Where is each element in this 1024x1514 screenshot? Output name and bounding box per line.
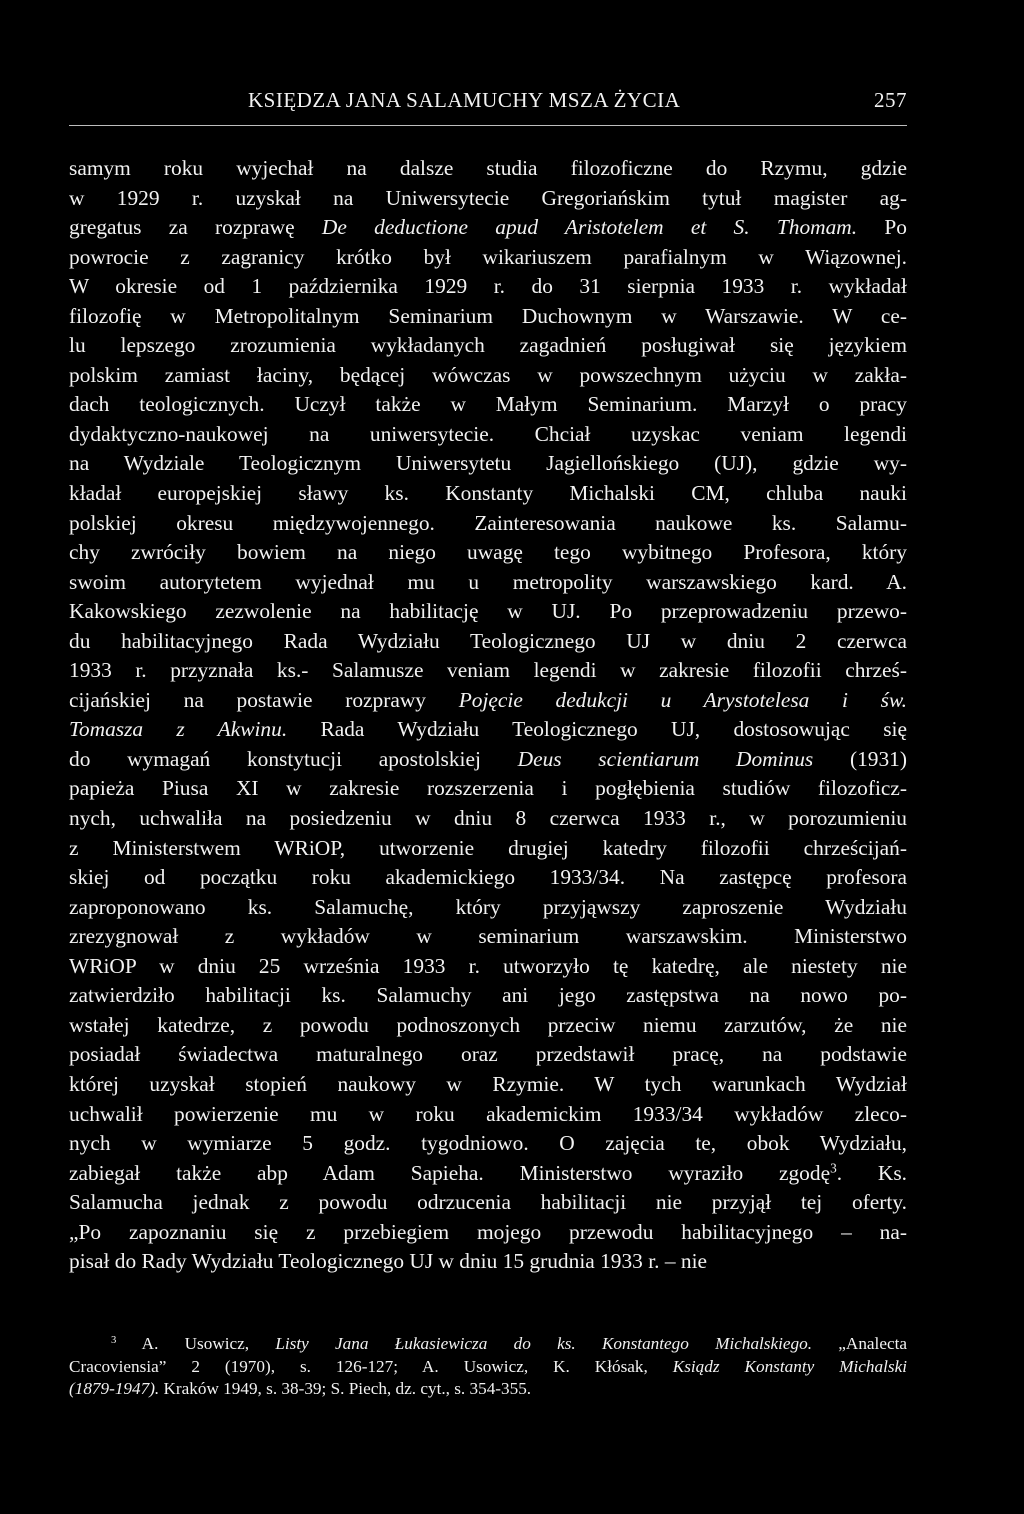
text-run: Cracoviensia” 2 (1970), s. 126-127; A. Usowicz, K. Kłósak, (69, 1356, 673, 1376)
footnote (69, 1333, 907, 1401)
text-run: samym roku wyjechał na dalsze studia filozoficzne do Rzymu, gdzie (69, 156, 907, 180)
text-run: której uzyskał stopień naukowy w Rzymie. W tych warunkach Wydział (69, 1071, 907, 1096)
text-line (69, 1188, 907, 1218)
text-line (69, 213, 907, 243)
text-run: uchwalił powierzenie mu w roku akademickim 1933/34 wykładów zleco- (69, 1101, 907, 1126)
text-line (69, 1218, 907, 1248)
text-run: „Po zapoznaniu się z przebiegiem mojego przewodu habilitacyjnego – na- (69, 1219, 907, 1244)
italic-text: (1879-1947). (69, 1379, 160, 1398)
text-run: powrocie z zagranicy krótko był wikariuszem parafialnym w Wiązownej. (69, 244, 907, 269)
italic-text: Deus scientiarum Dominus (517, 746, 814, 771)
text-line (69, 627, 907, 657)
header-rule (69, 125, 907, 126)
text-line (69, 863, 907, 893)
text-run: papieża Piusa XI w zakresie rozszerzenia i pogłębienia studiów filozoficz- (69, 776, 907, 801)
text-run: Po (857, 215, 907, 240)
text-run: (1931) (813, 746, 907, 771)
text-run: Kraków 1949, s. 38-39; S. Piech, dz. cyt., s. 354-355. (159, 1379, 532, 1398)
text-run: W okresie od 1 października 1929 r. do 31 sierpnia 1933 r. wykładał (69, 274, 907, 299)
text-line (69, 893, 907, 923)
text-line (69, 745, 907, 775)
text-run: chy zwróciły bowiem na niego uwagę tego wybitnego Profesora, który (69, 540, 907, 565)
footnote-marker: 3 (830, 1160, 837, 1176)
text-run: polskiej okresu międzywojennego. Zainteresowania naukowe ks. Salamu- (69, 510, 907, 535)
text-line (69, 922, 907, 952)
text-line (69, 981, 907, 1011)
text-run: zatwierdziło habilitacji ks. Salamuchy ani jego zastępstwa na nowo po- (69, 983, 907, 1008)
text-line (69, 1100, 907, 1130)
text-run: nych w wymiarze 5 godz. tygodniowo. O zajęcia te, obok Wydziału, (69, 1131, 907, 1156)
text-run: Kakowskiego zezwolenie na habilitację w UJ. Po przeprowadzeniu przewo- (69, 599, 907, 624)
text-run: . Ks. (836, 1160, 907, 1185)
footnote-line (69, 1378, 907, 1401)
text-line (69, 479, 907, 509)
page-number: 257 (874, 88, 907, 112)
italic-text: Pojęcie dedukcji u Arystotelesa i św. (458, 687, 908, 712)
text-line (69, 509, 907, 539)
text-line (69, 243, 907, 273)
text-line (69, 656, 907, 686)
italic-text: Listy Jana Łukasiewicza do ks. Konstantego Michalskiego. (275, 1334, 813, 1353)
text-run: cijańskiej na postawie rozprawy (69, 687, 459, 712)
text-line (69, 1247, 907, 1277)
text-run: lu lepszego zrozumienia wykładanych zagadnień posługiwał się językiem (69, 333, 907, 358)
text-line (69, 154, 907, 184)
text-run: wstałej katedrze, z powodu podnoszonych przeciw niemu zarzutów, że nie (69, 1012, 907, 1037)
text-run: zaproponowano ks. Salamuchę, który przyjąwszy zaproszenie Wydziału (69, 894, 907, 919)
text-run: WRiOP w dniu 25 września 1933 r. utworzyło tę katedrę, ale niestety nie (69, 953, 907, 978)
text-line (69, 272, 907, 302)
text-run: swoim autorytetem wyjednał mu u metropolity warszawskiego kard. A. (69, 569, 907, 594)
footnote-line (69, 1356, 907, 1379)
text-run: „Analecta (812, 1334, 907, 1353)
text-run: A. Usowicz, (116, 1334, 276, 1353)
text-run: z Ministerstwem WRiOP, utworzenie drugiej katedry filozofii chrześcijań- (69, 835, 907, 860)
running-title: KSIĘDZA JANA SALAMUCHY MSZA ŻYCIA (248, 88, 681, 112)
text-line (69, 834, 907, 864)
text-line (69, 715, 907, 745)
text-line (69, 1159, 907, 1189)
text-run: polskim zamiast łaciny, będącej wówczas w powszechnym użyciu w zakła- (69, 362, 907, 387)
italic-text: Ksiądz Konstanty Michalski (672, 1356, 907, 1376)
text-line (69, 804, 907, 834)
text-line (69, 568, 907, 598)
text-run: filozofię w Metropolitalnym Seminarium Duchownym w Warszawie. W ce- (69, 303, 907, 328)
footnote-marker: 3 (111, 1335, 117, 1347)
text-line (69, 184, 907, 214)
text-line (69, 686, 907, 716)
text-line (69, 390, 907, 420)
text-run: 1933 r. przyznała ks.- Salamusze veniam legendi w zakresie filozofii chrześ- (69, 658, 907, 683)
text-line (69, 302, 907, 332)
text-line (69, 1070, 907, 1100)
body-text (69, 154, 907, 1277)
text-line (69, 361, 907, 391)
text-run: du habilitacyjnego Rada Wydziału Teologicznego UJ w dniu 2 czerwca (69, 628, 907, 653)
text-line (69, 1040, 907, 1070)
text-run: do wymagań konstytucji apostolskiej (69, 746, 518, 771)
text-line (69, 1129, 907, 1159)
text-line (69, 331, 907, 361)
text-run: Rada Wydziału Teologicznego UJ, dostosowując się (287, 717, 907, 742)
text-run: zrezygnował z wykładów w seminarium warszawskim. Ministerstwo (69, 924, 907, 949)
text-run: dach teologicznych. Uczył także w Małym Seminarium. Marzył o pracy (69, 392, 907, 417)
running-header (69, 88, 907, 118)
text-run: skiej od początku roku akademickiego 1933/34. Na zastępcę profesora (69, 865, 907, 890)
footnote-line (69, 1333, 907, 1356)
text-run: Salamucha jednak z powodu odrzucenia habilitacji nie przyjął tej oferty. (69, 1190, 907, 1215)
text-line (69, 952, 907, 982)
text-run: gregatus za rozprawę (69, 215, 322, 240)
text-run: na Wydziale Teologicznym Uniwersytetu Jagiellońskiego (UJ), gdzie wy- (69, 451, 907, 476)
text-run: dydaktyczno-naukowej na uniwersytecie. Chciał uzyskac veniam legendi (69, 421, 907, 446)
text-line (69, 420, 907, 450)
text-run: w 1929 r. uzyskał na Uniwersytecie Gregoriańskim tytuł magister ag- (69, 185, 907, 210)
text-run: nych, uchwaliła na posiedzeniu w dniu 8 czerwca 1933 r., w porozumieniu (69, 806, 907, 831)
text-line (69, 449, 907, 479)
italic-text: De deductione apud Aristotelem et S. Thomam. (321, 215, 858, 240)
text-run: zabiegał także abp Adam Sapieha. Ministerstwo wyraziło zgodę (69, 1160, 831, 1185)
text-run: kładał europejskiej sławy ks. Konstanty Michalski CM, chluba nauki (69, 481, 907, 506)
text-line (69, 597, 907, 627)
italic-text: Tomasza z Akwinu. (69, 717, 288, 742)
text-line (69, 1011, 907, 1041)
text-line (69, 538, 907, 568)
text-line (69, 774, 907, 804)
text-run: posiadał świadectwa maturalnego oraz przedstawił pracę, na podstawie (69, 1042, 907, 1067)
text-run: pisał do Rady Wydziału Teologicznego UJ w dniu 15 grudnia 1933 r. – nie (69, 1249, 708, 1274)
